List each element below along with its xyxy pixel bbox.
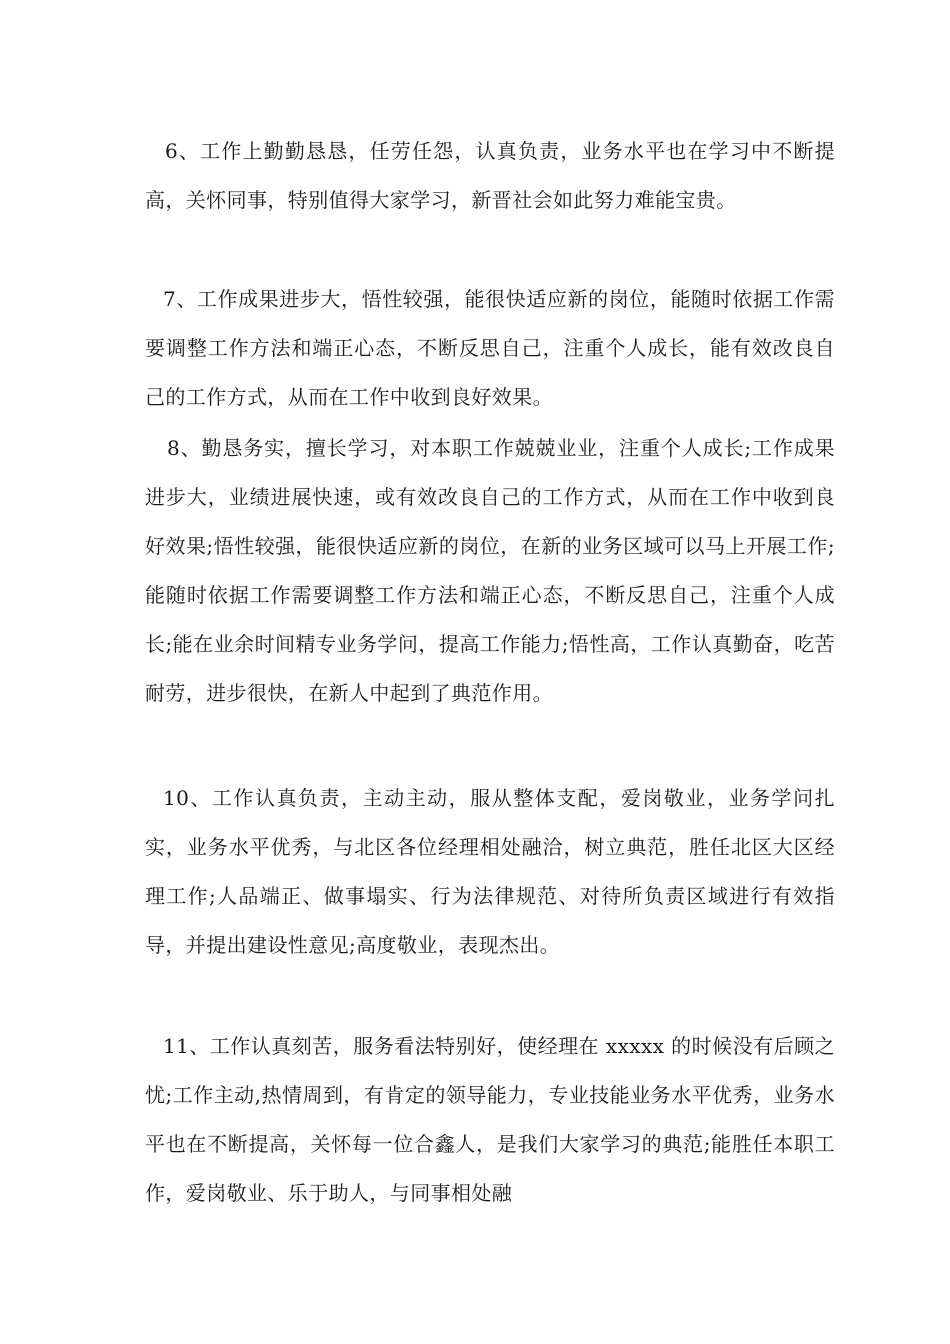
paragraph-7: 7、工作成果进步大，悟性较强，能很快适应新的岗位，能随时依据工作需要调整工作方法和端正心态，不断反思自己，注重个人成长，能有效改良自己的工作方式，从而在工作中收到良好效果。 <box>145 287 835 409</box>
paragraph-6: 6、工作上勤勤恳恳，任劳任怨，认真负责，业务水平也在学习中不断提高，关怀同事，特别值得大家学习，新晋社会如此努力难能宝贵。 <box>145 139 835 212</box>
paragraph-10: 10、工作认真负责，主动主动，服从整体支配，爱岗敬业，业务学问扎实，业务水平优秀，与北区各位经理相处融洽，树立典范，胜任北区大区经理工作;人品端正、做事塌实、行为法律规范、对待所负责区域进行有效指导，并提出建设性意见;高度敬业，表现杰出。 <box>145 786 835 957</box>
paragraph-8: 8、勤恳务实，擅长学习，对本职工作兢兢业业，注重个人成长;工作成果进步大，业绩进展快速，或有效改良自己的工作方式，从而在工作中收到良好效果;悟性较强，能很快适应新的岗位，在新的业务区域可以马上开展工作;能随时依据工作需要调整工作方法和端正心态，不断反思自己，注重个人成长;能在业余时间精专业务学问，提高工作能力;悟性高，工作认真勤奋，吃苦耐劳，进步很快，在新人中起到了典范作用。 <box>145 436 835 705</box>
paragraph-11: 11、工作认真刻苦，服务看法特别好，使经理在 xxxxx 的时候没有后顾之忧;工作主动,热情周到，有肯定的领导能力，专业技能业务水平优秀，业务水平也在不断提高，关怀每一位合鑫人，是我们大家学习的典范;能胜任本职工作，爱岗敬业、乐于助人，与同事相处融 <box>145 1034 835 1205</box>
